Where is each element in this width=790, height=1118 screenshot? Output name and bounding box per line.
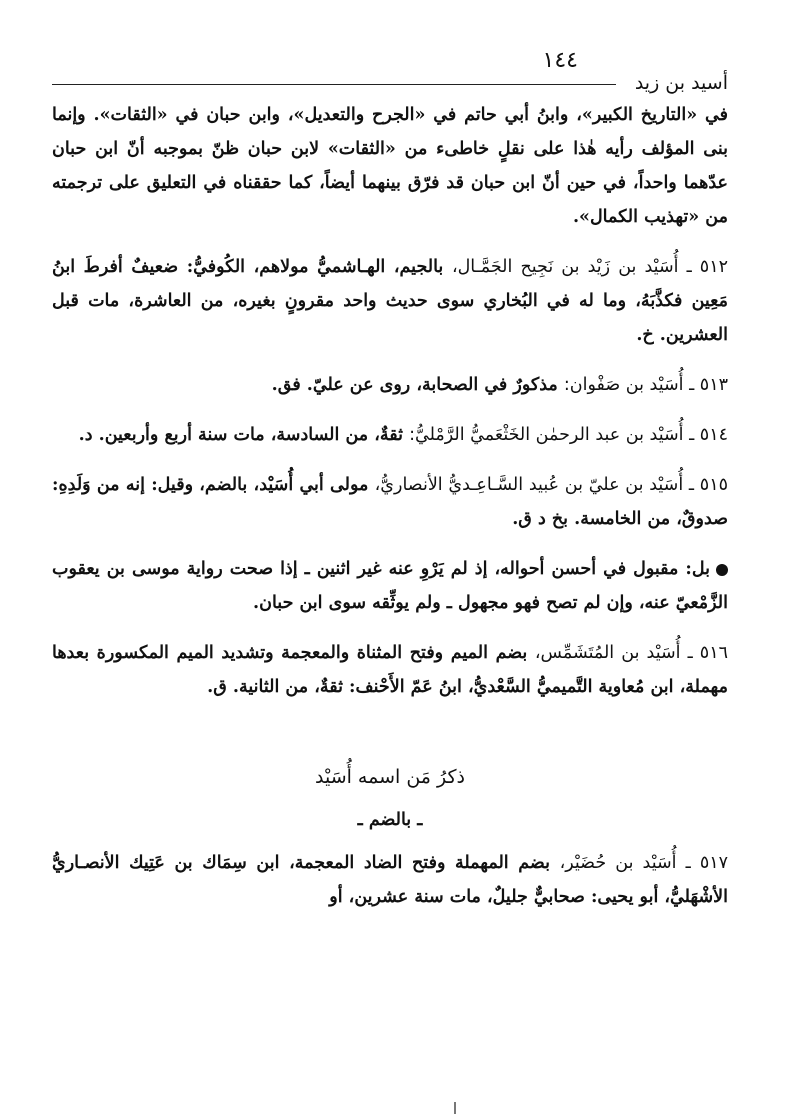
entry-512-text: بالجيم، الهـاشميُّ مولاهم، الكُوفيُّ: ضعيفٌ أفرطَ ابنُ مَعِين فكذَّبَهُ، وما له في البُخاري سوى حديث واحد مقرونٍ بغيره، من العاشرة، مات قبل العشرين. خ. <box>52 257 728 345</box>
section-subheading: ـ بالضم ـ <box>357 810 423 830</box>
entry-517-text: بضم المهملة وفتح الضاد المعجمة، ابن سِمَاك بن عَتِيك الأنصـاريُّ الأشْهَليُّ، أبو يحيى: صحابيٌّ جليلٌ، مات سنة عشرين، أو <box>52 853 728 907</box>
bullet-icon <box>716 564 728 576</box>
entry-516-text: بضم الميم وفتح المثناة والمعجمة وتشديد الميم المكسورة بعدها مهملة، ابن مُعاوية التَّميميُّ السَّعْديُّ، ابنُ عَمّ الأَحْنف: ثقةٌ، من الثانية. ق. <box>52 643 728 697</box>
entry-515-name: ٥١٥ ـ أُسَيْد بن عليّ بن عُبيد السَّـاعِـديُّ الأنصاريُّ، <box>374 475 728 495</box>
page-header <box>52 40 728 98</box>
scan-mark <box>454 1102 456 1114</box>
section-heading: ذكرُ مَن اسمه أُسَيْد <box>314 766 466 788</box>
intro-paragraph: في «التاريخ الكبير»، وابنُ أبي حاتم في «الجرح والتعديل»، وابن حبان في «الثقات». وإنما بنى المؤلف رأيه هٰذا على نقلٍ خاطىء من «الثقات» لابن حبان ظنّ بموجبه أنّ ابن حبان عدّهما واحداً، في حين أنّ ابن حبان قد فرّق بينهما أيضاً، كما حققناه في التعليق على ترجمته من «تهذيب الكمال». <box>52 105 728 227</box>
editor-note <box>52 552 728 620</box>
entry-514-name: ٥١٤ ـ أُسَيْد بن عبد الرحمٰن الخَثْعَميُّ الرَّمْليُّ: <box>409 425 728 445</box>
entry-513 <box>52 368 728 402</box>
entry-516-name: ٥١٦ ـ أُسَيْد بن المُتَشَمِّس، <box>534 643 728 663</box>
entry-512 <box>52 250 728 352</box>
header-rule <box>52 84 616 85</box>
entry-514 <box>52 418 728 452</box>
entry-512-name: ٥١٢ ـ أُسَيْد بن زَيْد بن نَجِيح الجَمَّـال، <box>451 257 728 277</box>
entry-513-text: مذكورٌ في الصحابة، روى عن عليّ. فق. <box>271 375 564 395</box>
entry-517 <box>52 846 728 914</box>
entry-515-text: مولى أبي أُسَيْد، بالضم، وقيل: إنه من وَلَدِهِ: صدوقٌ، من الخامسة. بخ د ق. <box>52 475 728 529</box>
book-page <box>52 40 728 1118</box>
entry-513-name: ٥١٣ ـ أُسَيْد بن صَفْوان: <box>563 375 728 395</box>
entry-514-text: ثقةٌ، من السادسة، مات سنة أربع وأربعين. د. <box>78 425 410 445</box>
editor-note-text: بل: مقبول في أحسن أحواله، إذ لم يَرْوِ عنه غير اثنين ـ إذا صحت رواية موسى بن يعقوب الزَّمْعيّ عنه، وإن لم تصح فهو مجهول ـ ولم يوثِّقه سوى ابن حبان. <box>52 559 728 613</box>
entry-516 <box>52 636 728 704</box>
running-title: أسيد بن زيد <box>629 72 728 94</box>
entry-517-name: ٥١٧ ـ أُسَيْد بن حُضَيْر، <box>559 853 729 873</box>
entry-515 <box>52 468 728 536</box>
page-number: ١٤٤ <box>542 48 578 73</box>
